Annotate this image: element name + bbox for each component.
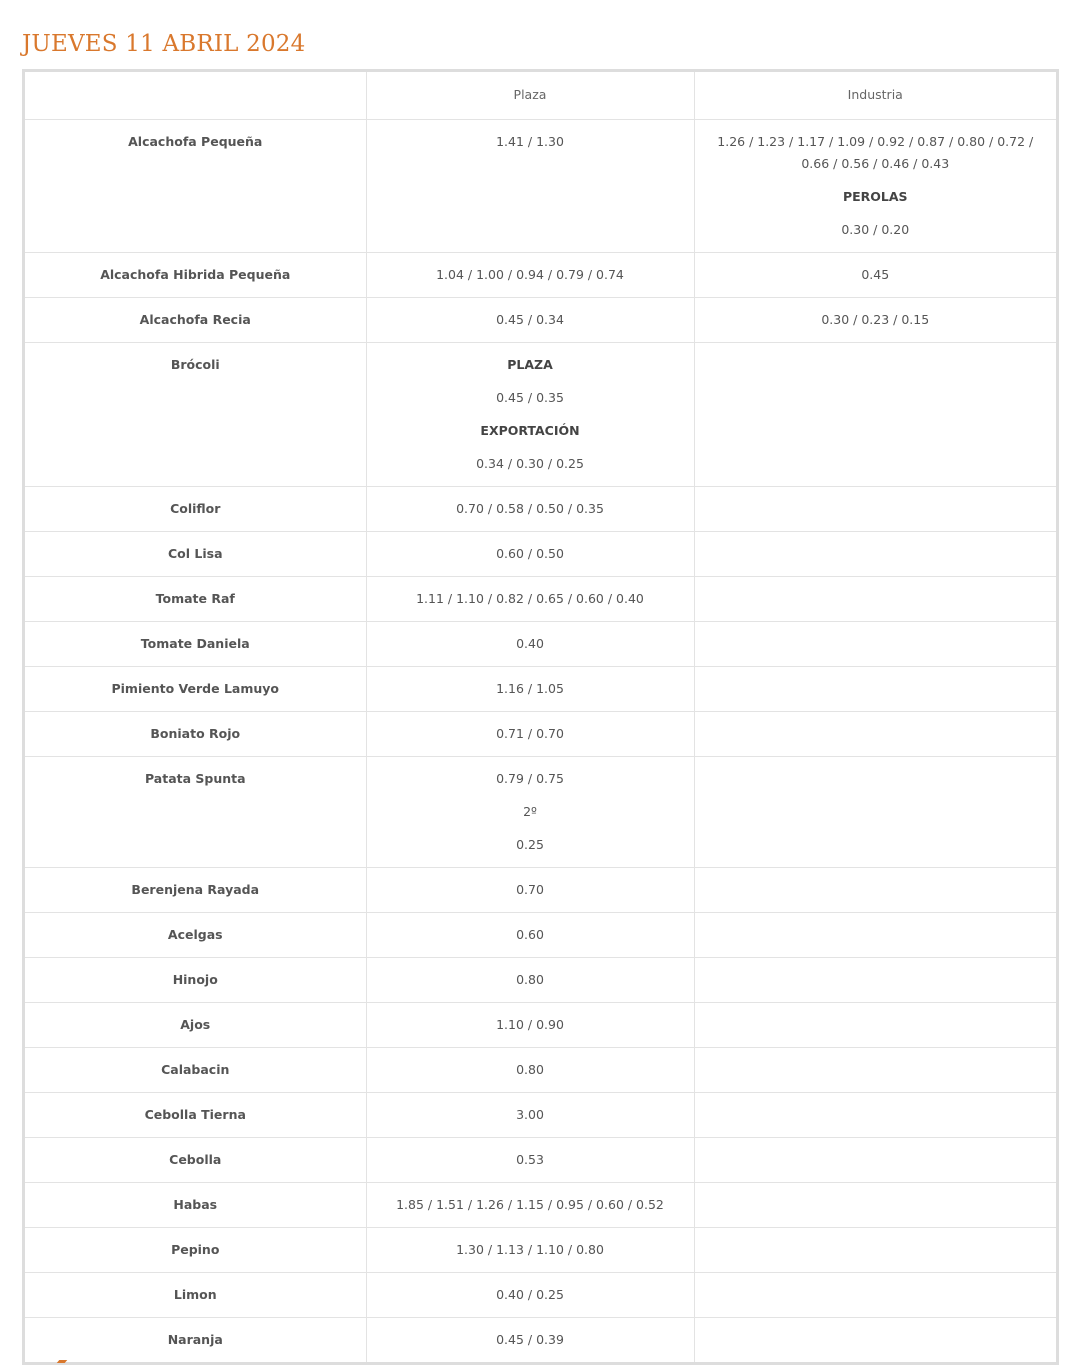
plaza-price-cell [366,1182,694,1227]
table-row [25,1002,1056,1047]
plaza-price-value: 0.60 / 0.50 [496,545,564,561]
table-body [25,119,1056,1362]
product-name-cell: Hinojo [25,957,366,1002]
industria-price-value: 0.30 / 0.23 / 0.15 [821,311,930,327]
table-row [25,1047,1056,1092]
plaza-price-value: 0.45 / 0.34 [496,311,564,327]
plaza-price-value: 1.30 / 1.13 / 1.10 / 0.80 [456,1241,604,1257]
product-name-cell: Brócoli [25,342,366,486]
product-name-cell: Limon [25,1272,366,1317]
industria-price-cell [694,297,1056,342]
plaza-price-cell [366,486,694,531]
industria-price-cell [694,119,1056,252]
industria-price-cell [694,252,1056,297]
product-name-cell: Alcachofa Recia [25,297,366,342]
plaza-price-value: 0.70 [516,881,544,897]
table-row [25,1092,1056,1137]
plaza-price-value: 1.11 / 1.10 / 0.82 / 0.65 / 0.60 / 0.40 [416,590,644,606]
table-row [25,1227,1056,1272]
industria-price-cell [694,1092,1056,1137]
product-name-cell: Patata Spunta [25,756,366,867]
plaza-price-value: 1.10 / 0.90 [496,1016,564,1032]
plaza-price-cell [366,957,694,1002]
table-row [25,867,1056,912]
table-row [25,486,1056,531]
table-row [25,621,1056,666]
plaza-price-cell [366,711,694,756]
industria-price-cell [694,1272,1056,1317]
industria-price-cell [694,1182,1056,1227]
plaza-price-cell [366,1047,694,1092]
product-name-cell: Naranja [25,1317,366,1362]
table-row [25,957,1056,1002]
product-name-cell: Calabacin [25,1047,366,1092]
header-product [25,72,366,119]
plaza-price-cell [366,1092,694,1137]
price-table [25,72,1056,1363]
plaza-price-value: 0.71 / 0.70 [496,725,564,741]
industria-price-value: 0.45 [861,266,890,282]
plaza-price-cell [366,756,694,867]
product-name-cell: Berenjena Rayada [25,867,366,912]
plaza-price-cell [366,531,694,576]
product-name-cell: Alcachofa Pequeña [25,119,366,252]
industria-price-cell [694,621,1056,666]
plaza-price-cell [366,912,694,957]
table-row [25,1317,1056,1362]
product-name-cell: Col Lisa [25,531,366,576]
industria-price-value: 0.30 / 0.20 [841,221,910,237]
table-header-row [25,72,1056,119]
plaza-price-value: 3.00 [516,1106,544,1122]
plaza-price-cell [366,252,694,297]
plaza-price-cell [366,119,694,252]
product-name-cell: Cebolla Tierna [25,1092,366,1137]
table-row [25,252,1056,297]
product-name-cell: Cebolla [25,1137,366,1182]
plaza-subheading: PLAZA [507,356,553,372]
product-name-cell: Pimiento Verde Lamuyo [25,666,366,711]
product-name-cell: Acelgas [25,912,366,957]
plaza-price-value: 2º [523,803,537,819]
plaza-price-value: 0.45 / 0.39 [496,1331,564,1347]
plaza-price-value: 0.40 [516,635,544,651]
plaza-price-cell [366,342,694,486]
plaza-price-value: 1.85 / 1.51 / 1.26 / 1.15 / 0.95 / 0.60 / 0.52 [396,1196,664,1212]
plaza-price-value: 0.34 / 0.30 / 0.25 [476,455,584,471]
table-row [25,576,1056,621]
product-name-cell: Pepino [25,1227,366,1272]
table-row [25,1272,1056,1317]
table-row [25,666,1056,711]
table-row [25,912,1056,957]
plaza-price-cell [366,1272,694,1317]
industria-price-cell [694,1047,1056,1092]
industria-price-cell [694,666,1056,711]
plaza-price-cell [366,1002,694,1047]
product-name-cell: Alcachofa Hibrida Pequeña [25,252,366,297]
industria-price-cell [694,531,1056,576]
plaza-price-value: 0.80 [516,1061,544,1077]
product-name-cell: Ajos [25,1002,366,1047]
plaza-price-cell [366,1137,694,1182]
table-row [25,531,1056,576]
industria-price-cell [694,867,1056,912]
price-table-container [22,69,1059,1365]
industria-price-value: 1.26 / 1.23 / 1.17 / 1.09 / 0.92 / 0.87 / 0.80 / 0.72 / 0.66 / 0.56 / 0.46 / 0.43 [717,133,1034,171]
product-name-cell: Habas [25,1182,366,1227]
plaza-price-value: 0.60 [516,926,544,942]
industria-price-cell [694,1137,1056,1182]
plaza-price-value: 0.25 [516,836,544,852]
industria-subheading: PEROLAS [842,188,908,204]
plaza-price-value: 1.41 / 1.30 [496,133,564,149]
table-row [25,711,1056,756]
page-title: JUEVES 11 ABRIL 2024 [22,31,306,57]
table-row [25,1137,1056,1182]
plaza-price-cell [366,576,694,621]
plaza-price-value: 0.45 / 0.35 [496,389,564,405]
header-industria: Industria [694,72,1056,119]
table-row [25,756,1056,867]
industria-price-cell [694,486,1056,531]
industria-price-cell [694,1227,1056,1272]
industria-price-cell [694,957,1056,1002]
plaza-price-cell [366,1227,694,1272]
industria-price-cell [694,1317,1056,1362]
table-row [25,297,1056,342]
plaza-price-value: 0.70 / 0.58 / 0.50 / 0.35 [456,500,604,516]
plaza-price-cell [366,666,694,711]
plaza-price-cell [366,297,694,342]
table-row [25,342,1056,486]
plaza-price-value: 0.79 / 0.75 [496,770,564,786]
plaza-subheading: EXPORTACIÓN [480,422,580,438]
product-name-cell: Tomate Raf [25,576,366,621]
plaza-price-cell [366,867,694,912]
plaza-price-value: 1.04 / 1.00 / 0.94 / 0.79 / 0.74 [436,266,624,282]
plaza-price-cell [366,1317,694,1362]
plaza-price-cell [366,621,694,666]
product-name-cell: Coliflor [25,486,366,531]
plaza-price-value: 0.40 / 0.25 [496,1286,564,1302]
table-row [25,119,1056,252]
plaza-price-value: 0.80 [516,971,544,987]
industria-price-cell [694,342,1056,486]
industria-price-cell [694,912,1056,957]
industria-price-cell [694,1002,1056,1047]
table-row [25,1182,1056,1227]
plaza-price-value: 0.53 [516,1151,544,1167]
plaza-price-value: 1.16 / 1.05 [496,680,564,696]
industria-price-cell [694,711,1056,756]
industria-price-cell [694,576,1056,621]
product-name-cell: Boniato Rojo [25,711,366,756]
industria-price-cell [694,756,1056,867]
header-plaza: Plaza [366,72,694,119]
product-name-cell: Tomate Daniela [25,621,366,666]
